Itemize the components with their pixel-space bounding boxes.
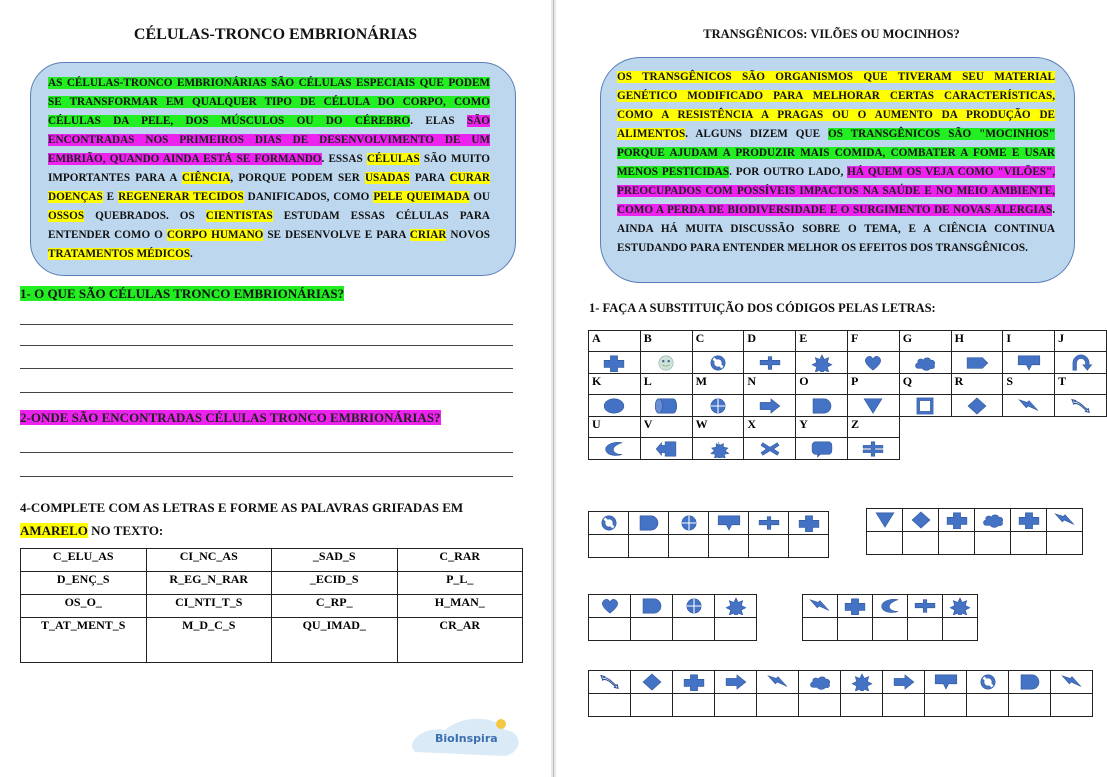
text-segment: ESTUDAM ESSAS CÉLULAS PARA ENTENDER COMO O — [48, 210, 490, 241]
code-exercise — [588, 594, 757, 641]
puzzle-cell[interactable]: H_MAN_ — [397, 595, 523, 618]
code-symbol — [796, 395, 848, 417]
exercise-symbol — [1047, 509, 1083, 532]
star8-icon — [809, 354, 835, 372]
page-divider — [553, 0, 554, 777]
exercise-symbol — [803, 595, 838, 618]
star12-icon — [705, 440, 731, 458]
exercise-answer-cell[interactable] — [589, 694, 631, 717]
code-exercise — [866, 508, 1083, 555]
exercise-answer-cell[interactable] — [629, 535, 669, 558]
heart-icon — [597, 597, 623, 615]
bolt-icon — [807, 597, 833, 615]
right-page — [556, 0, 1107, 777]
exercise-symbol — [867, 509, 903, 532]
text-segment: PELE QUEIMADA — [373, 191, 470, 203]
code-symbol — [899, 395, 951, 417]
question-2 — [20, 410, 441, 426]
code-letter: T — [1055, 374, 1107, 395]
rarrow-icon — [757, 397, 783, 415]
diamond-icon — [908, 511, 934, 529]
exercise-symbol — [749, 512, 789, 535]
text-segment: . — [190, 248, 193, 260]
bolt-icon — [1052, 511, 1078, 529]
puzzle-cell[interactable]: _SAD_S — [272, 549, 398, 572]
exercise-symbol — [873, 595, 908, 618]
exercise-symbol — [715, 671, 757, 694]
exercise-symbol — [669, 512, 709, 535]
moon-icon — [877, 597, 903, 615]
exercise-answer-cell[interactable] — [673, 694, 715, 717]
exercise-symbol — [838, 595, 873, 618]
answer-line[interactable] — [20, 324, 513, 325]
code-symbol — [1003, 352, 1055, 374]
text-segment: DANIFICADOS, COMO — [243, 191, 374, 203]
question-4-rest: NO TEXTO: — [87, 523, 164, 538]
code-symbol — [847, 438, 899, 460]
exercise-answer-cell[interactable] — [903, 532, 939, 555]
exercise-symbol — [631, 671, 673, 694]
text-segment: USADAS — [364, 172, 410, 184]
exercise-symbol — [629, 512, 669, 535]
pentagon-icon — [964, 354, 990, 372]
triangle-icon — [872, 511, 898, 529]
delay-icon — [639, 597, 665, 615]
exercise-answer-cell[interactable] — [841, 694, 883, 717]
exercise-answer-cell[interactable] — [789, 535, 829, 558]
nosym-icon — [705, 354, 731, 372]
exercise-answer-cell[interactable] — [873, 618, 908, 641]
exercise-answer-cell[interactable] — [749, 535, 789, 558]
exercise-symbol — [1011, 509, 1047, 532]
text-segment: CIENTISTAS — [205, 210, 273, 222]
oval-icon — [601, 397, 627, 415]
rarrow-icon — [723, 673, 749, 691]
word-puzzle-table — [20, 548, 523, 663]
exercise-answer-cell[interactable] — [631, 618, 673, 641]
delay-icon — [1017, 673, 1043, 691]
text-segment: CIÊNCIA — [181, 172, 231, 184]
puzzle-cell[interactable]: D_ENÇ_S — [21, 572, 147, 595]
code-exercise — [802, 594, 978, 641]
exercise-answer-cell[interactable] — [715, 694, 757, 717]
exercise-symbol — [589, 595, 631, 618]
answer-line[interactable] — [20, 368, 513, 369]
code-symbol — [847, 395, 899, 417]
exercise-symbol — [903, 509, 939, 532]
answer-line[interactable] — [20, 392, 513, 393]
exercise-answer-cell[interactable] — [883, 694, 925, 717]
diamond-icon — [964, 397, 990, 415]
heart-icon — [860, 354, 886, 372]
text-segment: HÁ QUEM OS VEJA COMO "VILÕES", PREOCUPADOS COM POSSÍVEIS IMPACTOS NA SAÚDE E NO MEIO AMBIENTE, COMO A PERDA DE BIODIVERSIDADE E O SURGIMENTO DE NOVAS ALERGIAS — [617, 166, 1056, 216]
code-symbol — [589, 352, 641, 374]
code-letter: B — [640, 331, 692, 352]
bolt-icon — [1016, 397, 1042, 415]
callout-icon — [1016, 354, 1042, 372]
answer-line[interactable] — [20, 476, 513, 477]
text-segment: SÃO ENCONTRADAS NOS PRIMEIROS DIAS DE DESENVOLVIMENTO DE UM EMBRIÃO, QUANDO AINDA ESTÁ SE FORMANDO — [48, 115, 490, 165]
question-1 — [20, 286, 344, 302]
exercise-symbol — [589, 512, 629, 535]
code-letter: F — [847, 331, 899, 352]
roundrect-icon — [809, 440, 835, 458]
code-letter: L — [640, 374, 692, 395]
exercise-answer-cell[interactable] — [709, 535, 749, 558]
exercise-symbol — [1051, 671, 1093, 694]
exercise-symbol — [589, 671, 631, 694]
text-segment: OS TRANSGÊNICOS SÃO ORGANISMOS QUE TIVERAM SEU MATERIAL GENÉTICO MODIFICADO PARA MELHORAR CERTAS CARACTERÍSTICAS, COMO A RESISTÊNCIA A PRAGAS OU O AUMENTO DA PRODUÇÃO DE ALIMENTOS — [617, 71, 1055, 140]
text-segment: REGENERAR TECIDOS — [118, 191, 244, 203]
exercise-symbol — [925, 671, 967, 694]
circplus-icon — [676, 514, 702, 532]
code-symbol — [692, 438, 744, 460]
exercise-answer-cell[interactable] — [1009, 694, 1051, 717]
puzzle-cell[interactable]: M_D_C_S — [146, 618, 272, 663]
question-2-text: 2-ONDE SÃO ENCONTRADAS CÉLULAS TRONCO EMBRIONÁRIAS? — [20, 410, 441, 425]
text-segment: CORPO HUMANO — [166, 229, 264, 241]
nosym-icon — [975, 673, 1001, 691]
exercise-answer-cell[interactable] — [589, 535, 629, 558]
code-letter: W — [692, 417, 744, 438]
delay-icon — [809, 397, 835, 415]
answer-line[interactable] — [20, 345, 513, 346]
code-exercise — [588, 670, 1093, 717]
exercise-answer-cell[interactable] — [1011, 532, 1047, 555]
code-exercise — [588, 511, 829, 558]
bolt-icon — [1059, 673, 1085, 691]
exercise-symbol — [757, 671, 799, 694]
diamond-icon — [639, 673, 665, 691]
text-segment: OS TRANSGÊNICOS SÃO "MOCINHOS" PORQUE AJUDAM A PRODUZIR MAIS COMIDA, COMBATER A FOME E USAR MENOS PESTICIDAS — [617, 128, 1055, 178]
exercise-answer-cell[interactable] — [1047, 532, 1083, 555]
code-letter: K — [589, 374, 641, 395]
code-letter: J — [1055, 331, 1107, 352]
code-symbol — [744, 438, 796, 460]
exercise-answer-cell[interactable] — [799, 694, 841, 717]
logo-text: BioInspira — [435, 732, 498, 745]
code-letter: M — [692, 374, 744, 395]
code-symbol — [640, 395, 692, 417]
exercise-symbol — [1009, 671, 1051, 694]
code-letter: Q — [899, 374, 951, 395]
plus-h-icon — [912, 597, 938, 615]
moon-icon — [601, 440, 627, 458]
question-1-text: 1- O QUE SÃO CÉLULAS TRONCO EMBRIONÁRIAS? — [20, 286, 345, 301]
larrowcallout-icon — [653, 440, 679, 458]
puzzle-cell[interactable]: QU_IMAD_ — [272, 618, 398, 663]
dblarrow-icon — [1068, 397, 1094, 415]
text-segment: . ALGUNS DIZEM QUE — [685, 128, 829, 140]
circplus-icon — [705, 397, 731, 415]
code-symbol — [640, 438, 692, 460]
text-segment: AS CÉLULAS-TRONCO EMBRIONÁRIAS SÃO CÉLULAS ESPECIAIS QUE PODEM SE TRANSFORMAR EM QUALQUER TIPO DE CÉLULA DO CORPO, COMO CÉLULAS DA PELE, DOS MÚSCULOS OU DO CÉREBRO — [48, 77, 490, 127]
question-4-highlight: AMARELO — [20, 523, 88, 538]
code-symbol — [744, 395, 796, 417]
exercise-answer-cell[interactable] — [589, 618, 631, 641]
puzzle-cell[interactable]: _ECID_S — [272, 572, 398, 595]
circplus-icon — [681, 597, 707, 615]
code-letter: R — [951, 374, 1003, 395]
code-letter: C — [692, 331, 744, 352]
exercise-symbol — [883, 671, 925, 694]
exercise-symbol — [799, 671, 841, 694]
cloud-icon — [807, 673, 833, 691]
text-segment: PARA — [409, 172, 450, 184]
cross-icon — [796, 514, 822, 532]
cross-icon — [842, 597, 868, 615]
text-segment: . POR OUTRO LADO, — [729, 166, 848, 178]
exercise-answer-cell[interactable] — [669, 535, 709, 558]
puzzle-cell[interactable]: C_RAR — [397, 549, 523, 572]
puzzle-cell[interactable]: OS_O_ — [21, 595, 147, 618]
exercise-answer-cell[interactable] — [867, 532, 903, 555]
puzzle-cell[interactable]: CR_AR — [397, 618, 523, 663]
code-symbol — [796, 438, 848, 460]
text-segment: . ELAS — [410, 115, 467, 127]
text-segment: CRIAR — [409, 229, 447, 241]
code-letter: H — [951, 331, 1003, 352]
exercise-symbol — [631, 595, 673, 618]
code-symbol — [847, 352, 899, 374]
code-symbol — [589, 395, 641, 417]
code-letter: X — [744, 417, 796, 438]
exercise-answer-cell[interactable] — [803, 618, 838, 641]
question-1: 1- FAÇA A SUBSTITUIÇÃO DOS CÓDIGOS PELAS LETRAS: — [589, 301, 936, 315]
code-letter: D — [744, 331, 796, 352]
code-letter: E — [796, 331, 848, 352]
text-segment: CÉLULAS — [366, 153, 420, 165]
star8-icon — [723, 597, 749, 615]
code-letter: Y — [796, 417, 848, 438]
delay-icon — [636, 514, 662, 532]
text-segment: SÃO MUITO IMPORTANTES PARA A — [48, 153, 490, 184]
exercise-answer-cell[interactable] — [908, 618, 943, 641]
code-symbol — [1055, 352, 1107, 374]
puzzle-cell[interactable]: P_L_ — [397, 572, 523, 595]
code-letter: P — [847, 374, 899, 395]
text-segment: . AINDA HÁ MUITA DISCUSSÃO SOBRE O TEMA, E A CIÊNCIA CONTINUA ESTUDANDO PARA ENTENDER MELHOR OS EFEITOS DOS TRANSGÊNICOS. — [617, 204, 1055, 254]
exercise-answer-cell[interactable] — [967, 694, 1009, 717]
nosym-icon — [596, 514, 622, 532]
puzzle-cell[interactable]: CI_NC_AS — [146, 549, 272, 572]
code-letter: V — [640, 417, 692, 438]
code-key-table — [588, 330, 1107, 460]
exercise-answer-cell[interactable] — [939, 532, 975, 555]
exercise-answer-cell[interactable] — [631, 694, 673, 717]
puzzle-cell[interactable]: T_AT_MENT_S — [21, 618, 147, 663]
exercise-symbol — [908, 595, 943, 618]
code-symbol — [692, 352, 744, 374]
code-symbol — [899, 352, 951, 374]
page-title: TRANSGÊNICOS: VILÕES OU MOCINHOS? — [703, 27, 960, 41]
exercise-symbol — [789, 512, 829, 535]
exercise-answer-cell[interactable] — [757, 694, 799, 717]
exercise-symbol — [841, 671, 883, 694]
exercise-answer-cell[interactable] — [925, 694, 967, 717]
smiley-icon — [653, 354, 679, 372]
code-symbol — [589, 438, 641, 460]
code-symbol — [1003, 395, 1055, 417]
puzzle-cell[interactable]: R_EG_N_RAR — [146, 572, 272, 595]
code-letter: Z — [847, 417, 899, 438]
puzzle-cell[interactable]: C_ELU_AS — [21, 549, 147, 572]
code-symbol — [640, 352, 692, 374]
exercise-answer-cell[interactable] — [975, 532, 1011, 555]
text-segment: . ESSAS — [321, 153, 367, 165]
rarrow-icon — [891, 673, 917, 691]
puzzle-cell[interactable]: CI_NTI_T_S — [146, 595, 272, 618]
triangle-icon — [860, 397, 886, 415]
cross-icon — [1016, 511, 1042, 529]
frame-icon — [912, 397, 938, 415]
text-segment: OU — [469, 191, 490, 203]
plus-h-icon — [757, 354, 783, 372]
text-segment: DOENÇAS — [48, 191, 103, 203]
cross-icon — [681, 673, 707, 691]
code-symbol — [796, 352, 848, 374]
exercise-symbol — [939, 509, 975, 532]
page-title: CÉLULAS-TRONCO EMBRIONÁRIAS — [133, 26, 418, 43]
code-letter: S — [1003, 374, 1055, 395]
cloud-icon — [980, 511, 1006, 529]
uarrow-icon — [1068, 354, 1094, 372]
code-symbol — [692, 395, 744, 417]
text-segment: SE DESENVOLVE E PARA — [263, 229, 410, 241]
star8-icon — [947, 597, 973, 615]
cross-icon — [944, 511, 970, 529]
cloud-icon — [912, 354, 938, 372]
intro-text — [617, 68, 1055, 258]
bioinspira-logo — [405, 712, 525, 758]
code-letter: G — [899, 331, 951, 352]
text-segment: , PORQUE PODEM SER — [230, 172, 365, 184]
code-symbol — [951, 352, 1003, 374]
callout-icon — [933, 673, 959, 691]
exercise-answer-cell[interactable] — [1051, 694, 1093, 717]
code-letter: A — [589, 331, 641, 352]
code-letter: U — [589, 417, 641, 438]
text-segment: TRATAMENTOS MÉDICOS — [48, 248, 191, 260]
exercise-symbol — [975, 509, 1011, 532]
intro-text — [48, 74, 490, 264]
text-segment: E — [102, 191, 119, 203]
exercise-symbol — [673, 595, 715, 618]
exercise-answer-cell[interactable] — [673, 618, 715, 641]
code-symbol — [744, 352, 796, 374]
dblarrow-icon — [597, 673, 623, 691]
exercise-symbol — [673, 671, 715, 694]
star8-icon — [849, 673, 875, 691]
exercise-answer-cell[interactable] — [715, 618, 757, 641]
cross-icon — [601, 354, 627, 372]
notequal-icon — [860, 440, 886, 458]
text-segment: QUEBRADOS. OS — [84, 210, 206, 222]
code-letter: I — [1003, 331, 1055, 352]
answer-line[interactable] — [20, 452, 513, 453]
code-symbol — [1055, 395, 1107, 417]
exercise-symbol — [943, 595, 978, 618]
left-page — [0, 0, 551, 777]
xmark-icon — [757, 440, 783, 458]
exercise-symbol — [709, 512, 749, 535]
code-letter: O — [796, 374, 848, 395]
callout-icon — [716, 514, 742, 532]
code-letter: N — [744, 374, 796, 395]
question-4-line1: 4-COMPLETE COM AS LETRAS E FORME AS PALAVRAS GRIFADAS EM — [20, 500, 464, 515]
text-segment: OSSOS — [48, 210, 85, 222]
text-segment: CURAR — [449, 172, 490, 184]
text-segment: NOVOS — [446, 229, 490, 241]
cylinder-icon — [653, 397, 679, 415]
exercise-symbol — [715, 595, 757, 618]
exercise-answer-cell[interactable] — [943, 618, 978, 641]
bolt-icon — [765, 673, 791, 691]
code-symbol — [951, 395, 1003, 417]
exercise-symbol — [967, 671, 1009, 694]
question-4 — [20, 496, 520, 542]
exercise-answer-cell[interactable] — [838, 618, 873, 641]
plus-h-icon — [756, 514, 782, 532]
puzzle-cell[interactable]: C_RP_ — [272, 595, 398, 618]
